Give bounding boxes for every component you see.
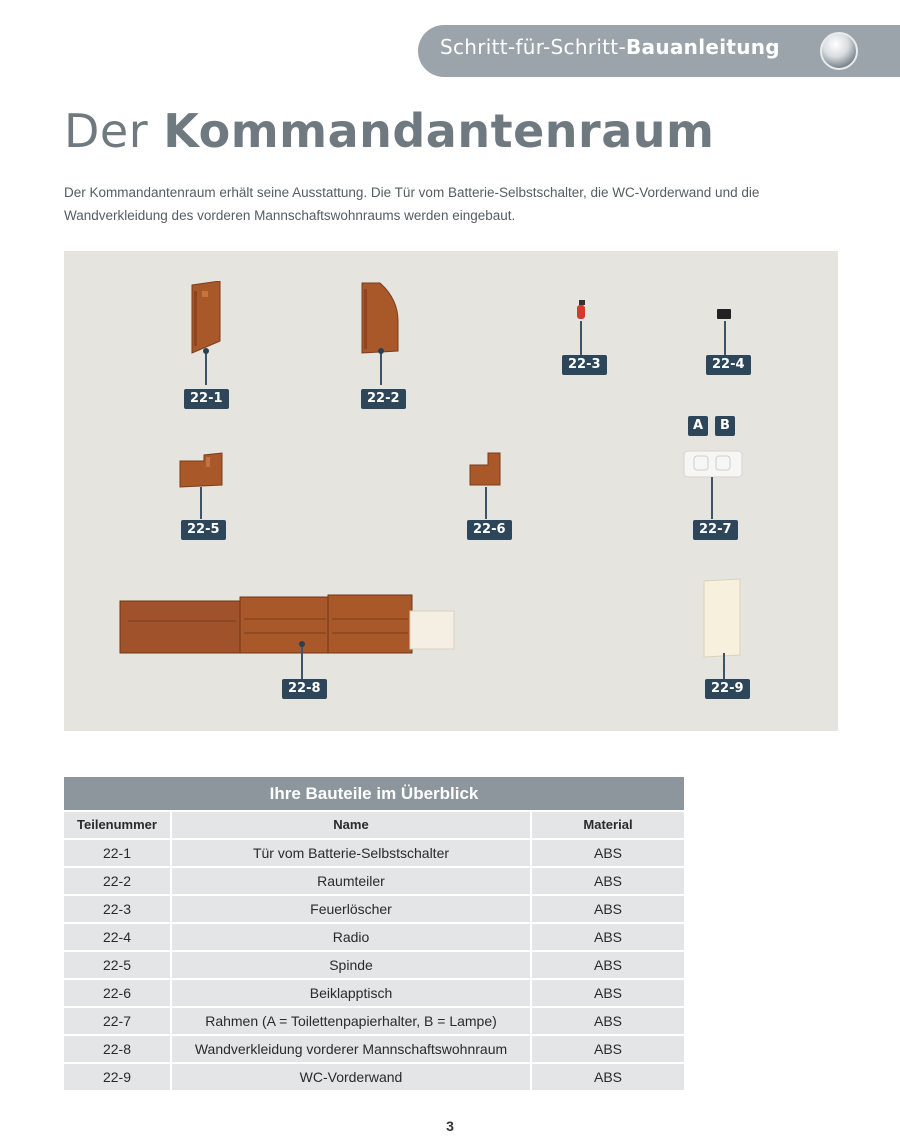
leader-line <box>205 351 207 385</box>
column-header: Teilenummer <box>64 812 170 838</box>
table-row <box>64 924 684 952</box>
table-row <box>64 952 684 980</box>
part-22-7-image <box>682 447 744 479</box>
part-name-cell: Beiklapptisch <box>172 980 530 1006</box>
part-name-cell: Raumteiler <box>172 868 530 894</box>
part-number-cell: 22-9 <box>64 1064 170 1090</box>
part-22-2-image <box>358 281 404 356</box>
part-number-cell: 22-8 <box>64 1036 170 1062</box>
part-label-22-5: 22-5 <box>181 520 226 540</box>
part-name-cell: WC-Vorderwand <box>172 1064 530 1090</box>
page-title: Der Kommandantenraum <box>64 104 715 158</box>
material-cell: ABS <box>532 896 684 922</box>
part-label-22-9: 22-9 <box>705 679 750 699</box>
part-label-22-7: 22-7 <box>693 520 738 540</box>
column-header: Material <box>532 812 684 838</box>
material-cell: ABS <box>532 1008 684 1034</box>
section-tab <box>418 25 900 77</box>
part-label-22-6: 22-6 <box>467 520 512 540</box>
leader-dot <box>299 641 305 647</box>
material-cell: ABS <box>532 868 684 894</box>
part-number-cell: 22-2 <box>64 868 170 894</box>
sphere-icon <box>820 32 858 70</box>
table-row <box>64 896 684 924</box>
column-header: Name <box>172 812 530 838</box>
part-label-22-2: 22-2 <box>361 389 406 409</box>
part-22-5-image <box>178 451 226 489</box>
part-number-cell: 22-6 <box>64 980 170 1006</box>
material-cell: ABS <box>532 980 684 1006</box>
leader-line <box>485 487 487 519</box>
part-name-cell: Tür vom Batterie-Selbstschalter <box>172 840 530 866</box>
leader-line <box>380 351 382 385</box>
part-number-cell: 22-1 <box>64 840 170 866</box>
table-row <box>64 1064 684 1092</box>
part-label-a: A <box>688 416 708 436</box>
part-number-cell: 22-4 <box>64 924 170 950</box>
table-row <box>64 840 684 868</box>
table-row <box>64 980 684 1008</box>
leader-dot <box>203 348 209 354</box>
part-name-cell: Radio <box>172 924 530 950</box>
part-22-9-image <box>700 577 744 661</box>
parts-photo <box>64 251 838 731</box>
material-cell: ABS <box>532 840 684 866</box>
leader-line <box>580 321 582 355</box>
part-number-cell: 22-5 <box>64 952 170 978</box>
leader-line <box>301 643 303 679</box>
leader-line <box>711 477 713 519</box>
part-label-22-1: 22-1 <box>184 389 229 409</box>
leader-line <box>723 653 725 679</box>
part-label-22-3: 22-3 <box>562 355 607 375</box>
section-tab-title: Schritt-für-Schritt-Bauanleitung <box>440 35 780 59</box>
table-header-row <box>64 812 684 840</box>
table-row <box>64 1036 684 1064</box>
table-row <box>64 868 684 896</box>
material-cell: ABS <box>532 924 684 950</box>
part-label-22-4: 22-4 <box>706 355 751 375</box>
part-label-b: B <box>715 416 735 436</box>
part-22-1-image <box>186 281 226 356</box>
page-number: 3 <box>446 1118 454 1134</box>
part-22-3-image <box>573 299 589 321</box>
part-name-cell: Feuerlöscher <box>172 896 530 922</box>
material-cell: ABS <box>532 1036 684 1062</box>
leader-line <box>200 487 202 519</box>
part-number-cell: 22-7 <box>64 1008 170 1034</box>
intro-text: Der Kommandantenraum erhält seine Ausstattung. Die Tür vom Batterie-Selbstschalter, die WC-Vorderwand und die Wandverkleidung des vorderen Mannschaftswohnraums werden eingebaut. <box>64 185 760 223</box>
part-22-6-image <box>468 451 504 489</box>
leader-line <box>724 321 726 355</box>
table-caption: Ihre Bauteile im Überblick <box>64 777 684 810</box>
leader-dot <box>378 348 384 354</box>
part-label-22-8: 22-8 <box>282 679 327 699</box>
part-22-4-image <box>716 307 732 321</box>
part-name-cell: Rahmen (A = Toilettenpapierhalter, B = Lampe) <box>172 1008 530 1034</box>
part-number-cell: 22-3 <box>64 896 170 922</box>
part-22-8-image <box>118 593 458 657</box>
table-row <box>64 1008 684 1036</box>
material-cell: ABS <box>532 1064 684 1090</box>
part-name-cell: Spinde <box>172 952 530 978</box>
part-name-cell: Wandverkleidung vorderer Mannschaftswohnraum <box>172 1036 530 1062</box>
material-cell: ABS <box>532 952 684 978</box>
